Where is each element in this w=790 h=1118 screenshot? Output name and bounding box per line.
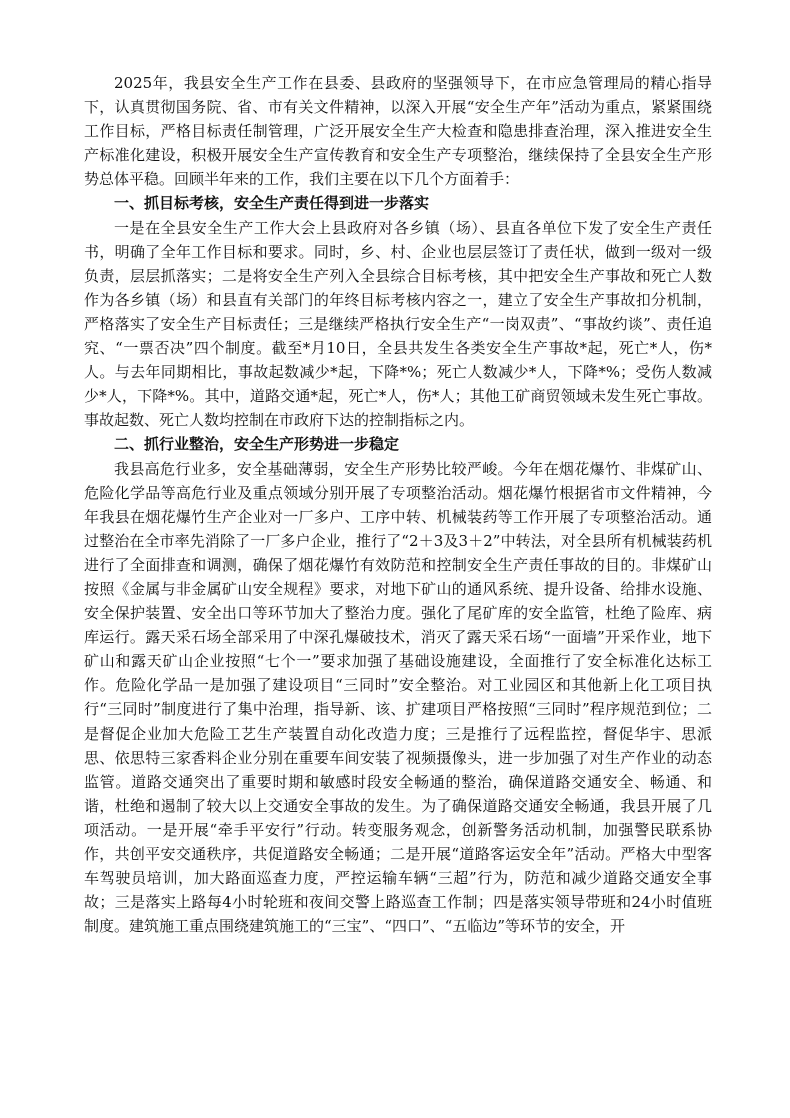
section-2-paragraph: 我县高危行业多，安全基础薄弱，安全生产形势比较严峻。今年在烟花爆竹、非煤矿山、危险化学品等高危行业及重点领域分别开展了专项整治活动。烟花爆竹根据省市文件精神，今年我县在烟花爆竹生产企业对一厂多户、工序中转、机械装药等工作开展了专项整治活动。通过整治在全市率先消除了一厂多户企业，推行了“2＋3及3＋2”中转法，对全县所有机械装药机进行了全面排查和调测，确保了烟花爆竹有效防范和控制安全生产责任事故的目的。非煤矿山按照《金属与非金属矿山安全规程》要求，对地下矿山的通风系统、提升设备、给排水设施、安全保护装置、安全出口等环节加大了整治力度。强化了尾矿库的安全监管，杜绝了险库、病库运行。露天采石场全部采用了中深孔爆破技术，消灭了露天采石场“一面墙”开采作业，地下矿山和露天矿山企业按照“七个一”要求加强了基础设施建设，全面推行了安全标准化达标工作。危险化学品一是加强了建设项目“三同时”安全整治。对工业园区和其他新上化工项目执行“三同时”制度进行了集中治理，指导新、该、扩建项目严格按照“三同时”程序规范到位；二是督促企业加大危险工艺生产装置自动化改造力度；三是推行了远程监控，督促华宇、思派思、依思特三家香料企业分别在重要车间安装了视频摄像头，进一步加强了对生产作业的动态监管。道路交通突出了重要时期和敏感时段安全畅通的整治，确保道路交通安全、畅通、和谐，杜绝和遏制了较大以上交通安全事故的发生。为了确保道路交通安全畅通，我县开展了几项活动。一是开展“牵手平安行”行动。转变服务观念，创新警务活动机制，加强警民联系协作，共创平安交通秩序，共促道路安全畅通；二是开展“道路客运安全年”活动。严格大中型客车驾驶员培训，加大路面巡查力度，严控运输车辆“三超”行为，防范和减少道路交通安全事故；三是落实上路每4小时轮班和夜间交警上路巡查工作制；四是落实领导带班和24小时值班制度。建筑施工重点围绕建筑施工的“三宝”、“四口”、“五临边”等环节的安全，开 [84, 459, 712, 936]
section-1-paragraph: 一是在全县安全生产工作大会上县政府对各乡镇（场）、县直各单位下发了安全生产责任书，明确了全年工作目标和要求。同时，乡、村、企业也层层签订了责任状，做到一级对一级负责，层层抓落实；二是将安全生产列入全县综合目标考核，其中把安全生产事故和死亡人数作为各乡镇（场）和县直有关部门的年终目标考核内容之一，建立了安全生产事故扣分机制，严格落实了安全生产目标责任；三是继续严格执行安全生产“一岗双责”、“事故约谈”、责任追究、“一票否决”四个制度。截至*月10日，全县共发生各类安全生产事故*起，死亡*人，伤*人。与去年同期相比，事故起数减少*起，下降*%；死亡人数减少*人，下降*%；受伤人数减少*人，下降*%。其中，道路交通*起，死亡*人，伤*人；其他工矿商贸领域未发生死亡事故。事故起数、死亡人数均控制在市政府下达的控制指标之内。 [84, 218, 712, 430]
document-page [84, 71, 712, 938]
section-2-heading: 二、抓行业整治，安全生产形势进一步稳定 [114, 435, 400, 454]
intro-paragraph: 2025年，我县安全生产工作在县委、县政府的坚强领导下，在市应急管理局的精心指导下，认真贯彻国务院、省、市有关文件精神，以深入开展“安全生产年”活动为重点，紧紧围绕工作目标，严格目标责任制管理，广泛开展安全生产大检查和隐患排查治理，深入推进安全生产标准化建设，积极开展安全生产宣传教育和安全生产专项整治，继续保持了全县安全生产形势总体平稳。回顾半年来的工作，我们主要在以下几个方面着手： [84, 74, 712, 189]
section-1-heading: 一、抓目标考核，安全生产责任得到进一步落实 [114, 194, 430, 213]
